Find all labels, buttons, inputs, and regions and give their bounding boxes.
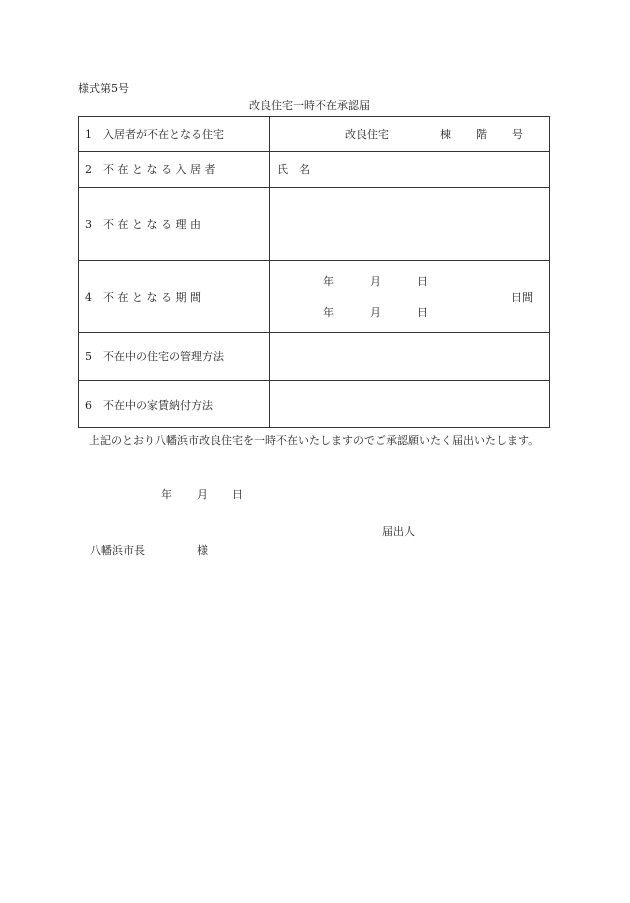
table-row-divider <box>79 332 549 333</box>
period-end-day: 日 <box>417 306 428 319</box>
table-row-divider <box>79 260 549 261</box>
date-month: 月 <box>197 488 208 501</box>
period-start-month: 月 <box>370 275 381 288</box>
row-label-period: 4 不 在 と な る 期 間 <box>85 291 201 304</box>
residence-floor: 階 <box>476 128 487 141</box>
page-title: 改良住宅一時不在承認届 <box>249 99 370 112</box>
row-label-residence: 1 入居者が不在となる住宅 <box>85 128 224 141</box>
statement-text: 上記のとおり八幡浜市改良住宅を一時不在いたしますのでご承認願いたく届出いたします。 <box>89 434 540 447</box>
table-row-divider <box>79 187 549 188</box>
row-label-rent-payment: 6 不在中の家賃納付方法 <box>85 399 213 412</box>
residence-building: 棟 <box>440 128 451 141</box>
period-start-day: 日 <box>417 275 428 288</box>
form-number: 様式第5号 <box>78 82 129 95</box>
residence-number: 号 <box>512 128 523 141</box>
applicant-label: 届出人 <box>382 525 415 538</box>
addressee-honorific: 様 <box>197 544 208 557</box>
addressee-name: 八幡浜市長 <box>90 544 145 557</box>
table-row-divider <box>79 380 549 381</box>
resident-name-label: 氏 名 <box>277 163 310 176</box>
period-end-month: 月 <box>370 306 381 319</box>
row-label-management: 5 不在中の住宅の管理方法 <box>85 350 224 363</box>
residence-prefix: 改良住宅 <box>345 128 389 141</box>
row-label-reason: 3 不 在 と な る 理 由 <box>85 218 201 231</box>
table-row-divider <box>79 151 549 152</box>
row-label-resident: 2 不 在 と な る 入 居 者 <box>85 163 216 176</box>
period-duration: 日間 <box>511 291 533 304</box>
date-year: 年 <box>161 488 172 501</box>
application-table <box>78 116 550 428</box>
period-end-year: 年 <box>323 306 334 319</box>
period-start-year: 年 <box>323 275 334 288</box>
date-day: 日 <box>232 488 243 501</box>
